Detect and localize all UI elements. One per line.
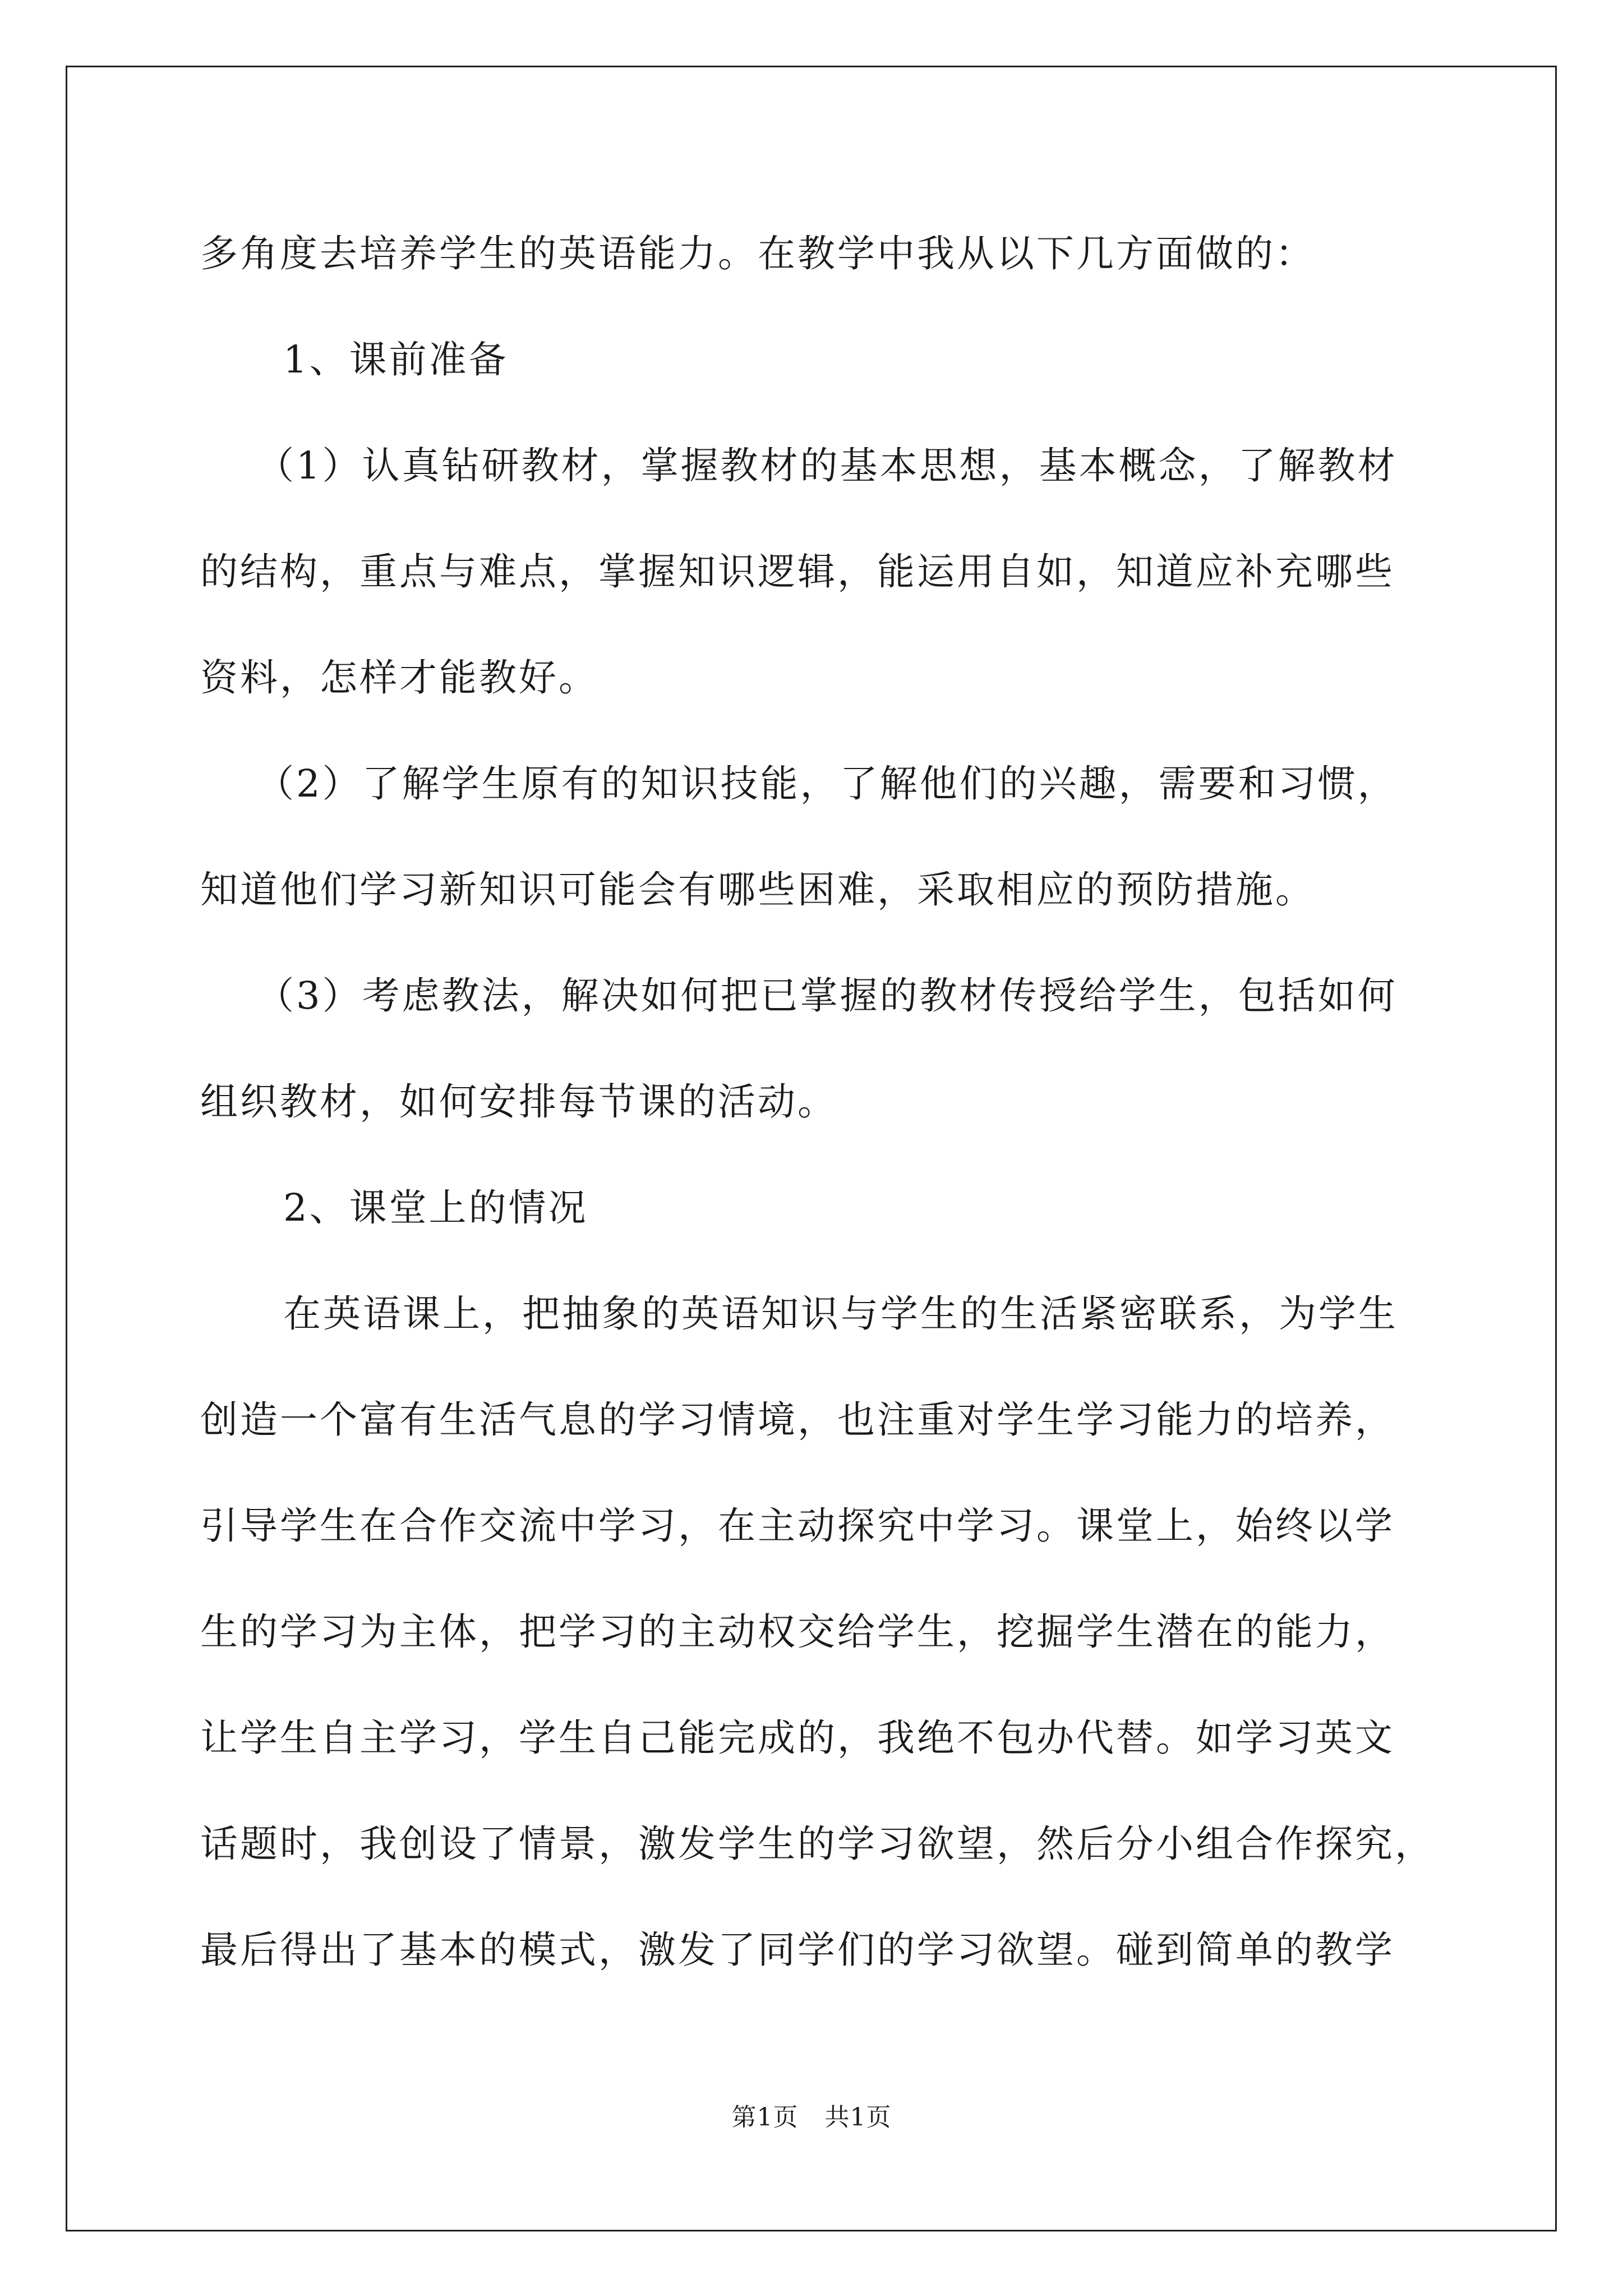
text-line: （1）认真钻研教材，掌握教材的基本思想，基本概念，了解教材 [256, 444, 1398, 487]
text-line: 创造一个富有生活气息的学习情境，也注重对学生学习能力的培养， [200, 1398, 1395, 1442]
text-line: 引导学生在合作交流中学习，在主动探究中学习。课堂上，始终以学 [200, 1504, 1395, 1548]
page-footer [0, 2101, 1623, 2134]
page-total: 共1页 [824, 2103, 892, 2132]
page-number: 第1页 [731, 2103, 799, 2132]
text-line: 组织教材，如何安排每节课的活动。 [200, 1080, 837, 1124]
section-heading: 2、课堂上的情况 [283, 1186, 588, 1230]
text-line: 多角度去培养学生的英语能力。在教学中我从以下几方面做的： [200, 232, 1315, 275]
text-line: 最后得出了基本的模式，激发了同学们的学习欲望。碰到简单的教学 [200, 1928, 1395, 1972]
text-line: （3）考虑教法，解决如何把已掌握的教材传授给学生，包括如何 [256, 974, 1398, 1018]
text-line: 的结构，重点与难点，掌握知识逻辑，能运用自如，知道应补充哪些 [200, 550, 1395, 593]
text-line: 在英语课上，把抽象的英语知识与学生的生活紧密联系，为学生 [283, 1292, 1398, 1336]
text-line: 资料，怎样才能教好。 [200, 656, 598, 700]
text-line: 让学生自主学习，学生自己能完成的，我绝不包办代替。如学习英文 [200, 1716, 1395, 1760]
document-body [200, 201, 1471, 2003]
text-line: 生的学习为主体，把学习的主动权交给学生，挖掘学生潜在的能力， [200, 1610, 1395, 1654]
text-line: 知道他们学习新知识可能会有哪些困难，采取相应的预防措施。 [200, 868, 1315, 912]
text-line: 话题时，我创设了情景，激发学生的学习欲望，然后分小组合作探究， [200, 1822, 1435, 1866]
section-heading: 1、课前准备 [283, 338, 509, 381]
text-line: （2）了解学生原有的知识技能，了解他们的兴趣，需要和习惯， [256, 762, 1398, 806]
